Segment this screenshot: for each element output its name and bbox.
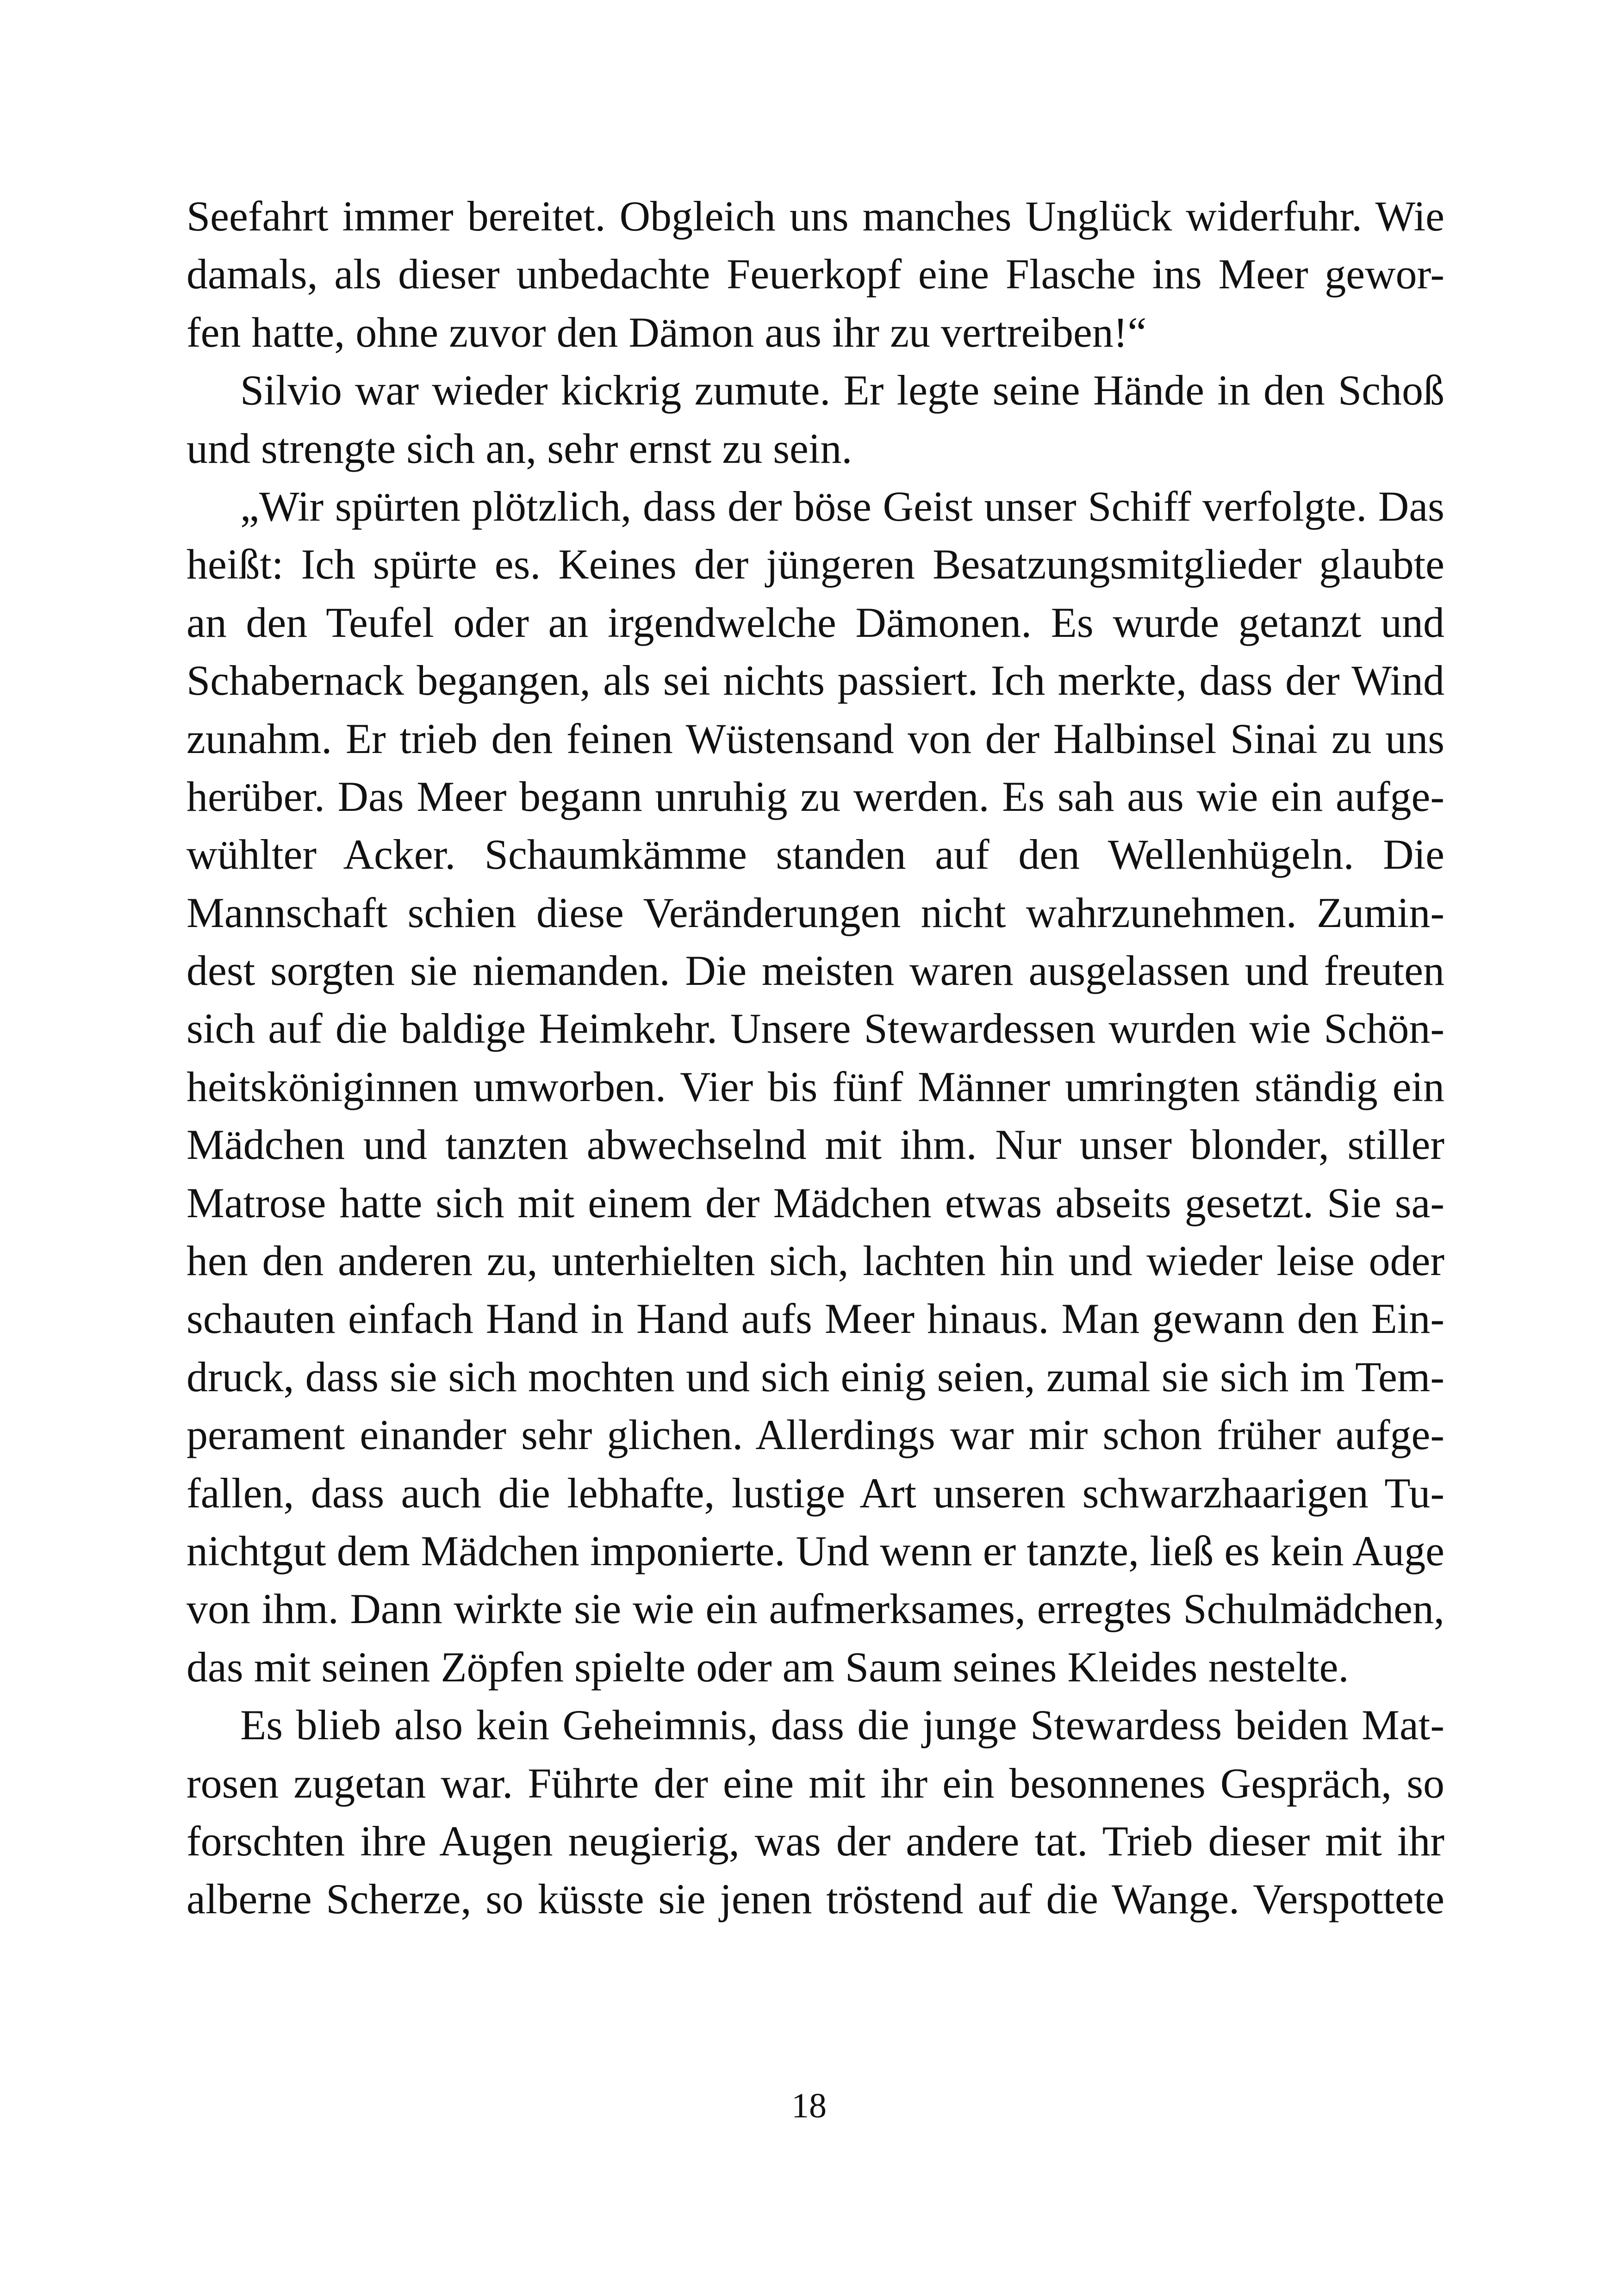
paragraph (187, 187, 1444, 361)
paragraph (187, 361, 1444, 478)
text-line: damals, als dieser unbedachte Feuerkopf eine Flasche ins Meer gewor- (187, 250, 1444, 298)
text-line: fallen, dass auch die lebhafte, lustige Art unseren schwarzhaarigen Tu- (187, 1469, 1444, 1517)
text-line: nichtgut dem Mädchen imponierte. Und wenn er tanzte, ließ es kein Auge (187, 1527, 1444, 1574)
text-line: das mit seinen Zöpfen spielte oder am Saum seines Kleides nestelte. (187, 1643, 1349, 1691)
text-line: Schabernack begangen, als sei nichts passiert. Ich merkte, dass der Wind (187, 657, 1444, 704)
text-line: rosen zugetan war. Führte der eine mit ihr ein besonnenes Gespräch, so (187, 1759, 1444, 1807)
text-line: herüber. Das Meer begann unruhig zu werden. Es sah aus wie ein aufge- (187, 772, 1444, 820)
paragraph (187, 478, 1444, 1696)
text-line: von ihm. Dann wirkte sie wie ein aufmerksames, erregtes Schulmädchen, (187, 1585, 1444, 1633)
text-line: dest sorgten sie niemanden. Die meisten waren ausgelassen und freuten (187, 947, 1444, 995)
text-line: Matrose hatte sich mit einem der Mädchen etwas abseits gesetzt. Sie sa- (187, 1179, 1444, 1226)
text-line: Seefahrt immer bereitet. Obgleich uns manches Unglück widerfuhr. Wie (187, 193, 1444, 240)
body-text (187, 187, 1444, 1929)
text-line: Es blieb also kein Geheimnis, dass die junge Stewardess beiden Mat- (240, 1701, 1444, 1749)
text-line: heißt: Ich spürte es. Keines der jüngeren Besatzungsmitglieder glaubte (187, 541, 1444, 588)
page-number: 18 (791, 2086, 827, 2125)
text-line: und strengte sich an, sehr ernst zu sein. (187, 424, 853, 472)
text-line: „Wir spürten plötzlich, dass der böse Geist unser Schiff verfolgte. Das (240, 482, 1444, 530)
text-line: alberne Scherze, so küsste sie jenen tröstend auf die Wange. Verspottete (187, 1875, 1444, 1923)
text-line: fen hatte, ohne zuvor den Dämon aus ihr zu vertreiben!“ (187, 308, 1147, 356)
text-line: wühlter Acker. Schaumkämme standen auf den Wellenhügeln. Die (187, 831, 1444, 878)
text-line: Silvio war wieder kickrig zumute. Er legte seine Hände in den Schoß (240, 367, 1444, 414)
text-line: schauten einfach Hand in Hand aufs Meer hinaus. Man gewann den Ein- (187, 1295, 1444, 1343)
text-line: Mannschaft schien diese Veränderungen nicht wahrzunehmen. Zumin- (187, 889, 1444, 936)
text-line: hen den anderen zu, unterhielten sich, lachten hin und wieder leise oder (187, 1237, 1444, 1285)
text-line: an den Teufel oder an irgendwelche Dämonen. Es wurde getanzt und (187, 598, 1444, 646)
text-line: forschten ihre Augen neugierig, was der andere tat. Trieb dieser mit ihr (187, 1817, 1444, 1865)
text-line: perament einander sehr glichen. Allerdings war mir schon früher aufge- (187, 1411, 1444, 1459)
text-line: sich auf die baldige Heimkehr. Unsere Stewardessen wurden wie Schön- (187, 1005, 1444, 1052)
paragraph (187, 1696, 1444, 1929)
text-line: heitsköniginnen umworben. Vier bis fünf Männer umringten ständig ein (187, 1063, 1444, 1110)
text-line: Mädchen und tanzten abwechselnd mit ihm. Nur unser blonder, stiller (187, 1121, 1444, 1169)
text-line: zunahm. Er trieb den feinen Wüstensand von der Halbinsel Sinai zu uns (187, 715, 1444, 762)
text-line: druck, dass sie sich mochten und sich einig seien, zumal sie sich im Tem- (187, 1353, 1444, 1400)
